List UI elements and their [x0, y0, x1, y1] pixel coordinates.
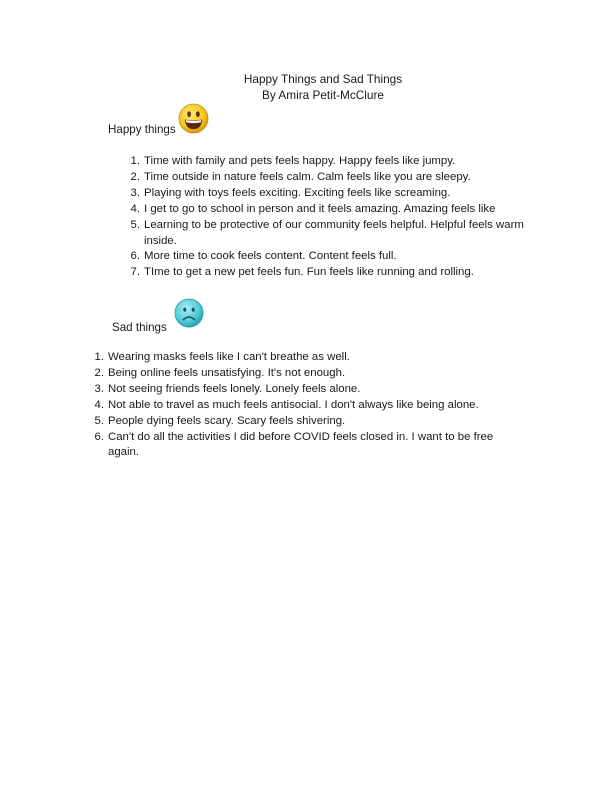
list-item-number: 4. [94, 398, 104, 411]
list-item [130, 202, 524, 218]
list-item-text: Time with family and pets feels happy. Happy feels like jumpy. [144, 155, 456, 167]
list-item-number: 5. [94, 414, 104, 427]
list-item [94, 430, 526, 462]
happy-section-heading: Happy things [108, 123, 176, 136]
list-item-number: 6. [130, 250, 140, 263]
list-item [130, 249, 524, 265]
list-item [94, 414, 526, 430]
document-title: Happy Things and Sad Things [243, 72, 403, 86]
sad-things-list [94, 350, 526, 461]
list-item [130, 154, 524, 170]
list-item-text: Wearing masks feels like I can't breathe as well. [108, 351, 350, 363]
list-item [130, 170, 524, 186]
document-byline: By Amira Petit-McClure [262, 88, 384, 102]
list-item-text: More time to cook feels content. Content feels full. [144, 250, 397, 263]
list-item [130, 218, 524, 250]
list-item-text: I get to go to school in person and it feels amazing. Amazing feels like [144, 202, 496, 215]
list-item-number: 1. [94, 351, 104, 363]
list-item-number: 2. [94, 366, 104, 379]
list-item-number: 1. [130, 155, 140, 167]
list-item-text: Playing with toys feels exciting. Exciting feels like screaming. [144, 186, 451, 199]
grinning-face-icon [178, 103, 209, 134]
list-item-text: Learning to be protective of our community feels helpful. Helpful feels warm inside. [144, 218, 524, 247]
happy-things-list [130, 154, 524, 281]
list-item [94, 366, 526, 382]
list-item-text: Being online feels unsatisfying. It's not enough. [108, 366, 346, 379]
list-item-number: 3. [94, 382, 104, 395]
list-item-number: 7. [130, 266, 140, 279]
list-item [130, 265, 524, 281]
list-item-text: Can't do all the activities I did before COVID feels closed in. I want to be free again. [108, 430, 494, 459]
list-item-text: Time outside in nature feels calm. Calm feels like you are sleepy. [144, 170, 471, 183]
list-item-number: 2. [130, 170, 140, 183]
document-header [0, 71, 612, 103]
sad-section-heading: Sad things [112, 321, 167, 334]
list-item [94, 382, 526, 398]
list-item-text: People dying feels scary. Scary feels shivering. [108, 414, 346, 427]
frowning-face-icon [174, 298, 204, 328]
list-item-number: 3. [130, 186, 140, 199]
list-item-number: 4. [130, 202, 140, 215]
list-item [130, 186, 524, 202]
list-item-number: 5. [130, 218, 140, 231]
list-item-text: Not able to travel as much feels antisocial. I don't always like being alone. [108, 398, 479, 411]
list-item-text: TIme to get a new pet feels fun. Fun feels like running and rolling. [144, 266, 474, 279]
list-item-number: 6. [94, 430, 104, 443]
list-item-text: Not seeing friends feels lonely. Lonely feels alone. [108, 382, 361, 395]
list-item [94, 398, 526, 414]
list-item [94, 350, 526, 366]
